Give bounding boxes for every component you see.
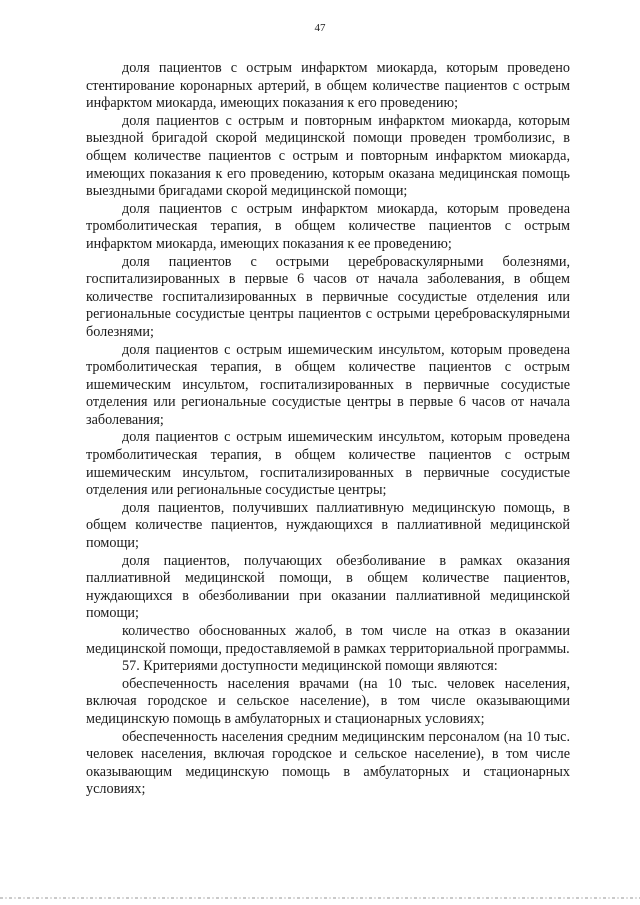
paragraph-thrombolytic-therapy-mi-share: доля пациентов с острым инфарктом миокарда, которым проведена тромболитическая терапия, в общем количестве пациентов с острым инфарктом миокарда, имеющих показания к ее проведению; [86, 200, 570, 252]
paragraph-pain-relief-share: доля пациентов, получающих обезболивание в рамках оказания паллиативной медицинской помощи, в общем количестве пациентов, нуждающихся в обезболивании при оказании паллиативной медицинской помощи; [86, 552, 570, 622]
document-body [86, 60, 570, 799]
paragraph-complaints-count: количество обоснованных жалоб, в том числе на отказ в оказании медицинской помощи, предоставляемой в рамках территориальной программы. [86, 623, 570, 657]
paragraph-doctors-availability: обеспеченность населения врачами (на 10 тыс. человек населения, включая городское и сельское население), в том числе оказывающими медицинскую помощь в амбулаторных и стационарных условиях; [86, 675, 570, 727]
page-number: 47 [314, 22, 326, 34]
paragraph-ischemic-stroke-6h-share: доля пациентов с острым ишемическим инсультом, которым проведена тромболитическая терапия, в общем количестве пациентов с острым ишемическим инсультом, госпитализированных в первичные сосудистые отделения или региональные сосудистые центры в первые 6 часов от начала заболевания; [86, 341, 570, 428]
paragraph-cerebrovascular-hospitalized-share: доля пациентов с острыми цереброваскулярными болезнями, госпитализированных в первые 6 часов от начала заболевания, в общем количестве госпитализированных в первичные сосудистые отделения или региональные сосудистые центры пациентов с острыми цереброваскулярными болезнями; [86, 253, 570, 340]
footer-scan-line [0, 897, 640, 899]
section-57-heading: 57. Критериями доступности медицинской помощи являются: [122, 658, 498, 675]
paragraph-nurses-availability: обеспеченность населения средним медицинским персоналом (на 10 тыс. человек населения, включая городское и сельское население), в том числе оказывающим медицинскую помощь в амбулаторных и стационарных условиях; [86, 728, 570, 798]
paragraph-palliative-care-share: доля пациентов, получивших паллиативную медицинскую помощь, в общем количестве пациентов, нуждающихся в паллиативной медицинской помощи; [86, 499, 570, 552]
paragraph-ischemic-stroke-share: доля пациентов с острым ишемическим инсультом, которым проведена тромболитическая терапия, в общем количестве пациентов с острым ишемическим инсультом, госпитализированных в первичные сосудистые отделения или региональные сосудистые центры; [86, 429, 570, 499]
paragraph-stenting-share: доля пациентов с острым инфарктом миокарда, которым проведено стентирование коронарных артерий, в общем количестве пациентов с острым инфарктом миокарда, имеющих показания к его проведению; [86, 60, 570, 112]
paragraph-thrombolysis-ambulance-share: доля пациентов с острым и повторным инфарктом миокарда, которым выездной бригадой скорой медицинской помощи проведен тромболизис, в общем количестве пациентов с острым и повторным инфарктом миокарда, имеющих показания к его проведению, которым оказана медицинская помощь выездными бригадами скорой медицинской помощи; [86, 112, 570, 200]
